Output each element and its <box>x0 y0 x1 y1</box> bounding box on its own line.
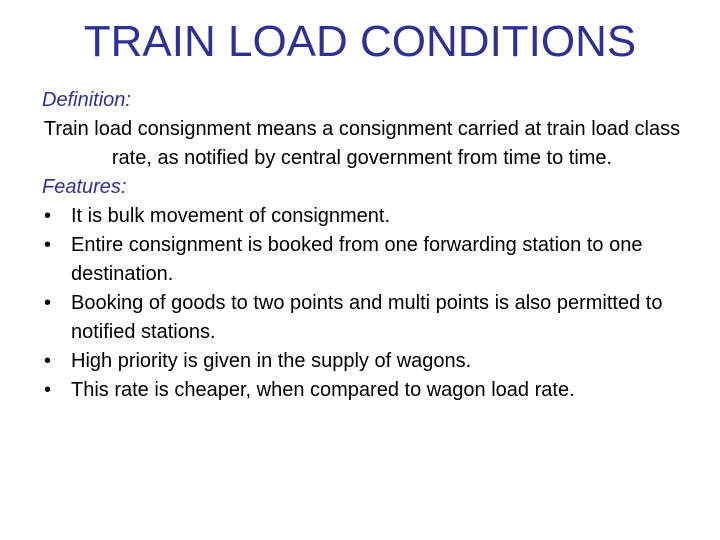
bullet-icon: • <box>44 292 52 314</box>
feature-text: It is bulk movement of consignment. <box>71 205 391 227</box>
features-list <box>42 202 682 405</box>
feature-text: High priority is given in the supply of wagons. <box>71 350 472 372</box>
bullet-icon: • <box>44 234 52 256</box>
definition-text: Train load consignment means a consignment carried at train load class rate, as notified by central government from time to time. <box>43 118 681 169</box>
feature-text: Entire consignment is booked from one forwarding station to one destination. <box>71 234 643 285</box>
slide-title: TRAIN LOAD CONDITIONS <box>83 17 637 66</box>
features-heading: Features: <box>42 176 127 198</box>
feature-item <box>42 202 682 231</box>
feature-item <box>42 347 682 376</box>
feature-item <box>42 289 682 347</box>
feature-text: This rate is cheaper, when compared to wagon load rate. <box>71 379 575 401</box>
feature-item <box>42 376 682 405</box>
slide-content <box>42 86 682 405</box>
bullet-icon: • <box>44 350 52 372</box>
bullet-icon: • <box>44 379 52 401</box>
feature-text: Booking of goods to two points and multi points is also permitted to notified stations. <box>71 292 663 343</box>
bullet-icon: • <box>44 205 52 227</box>
definition-heading: Definition: <box>42 89 131 111</box>
feature-item <box>42 231 682 289</box>
